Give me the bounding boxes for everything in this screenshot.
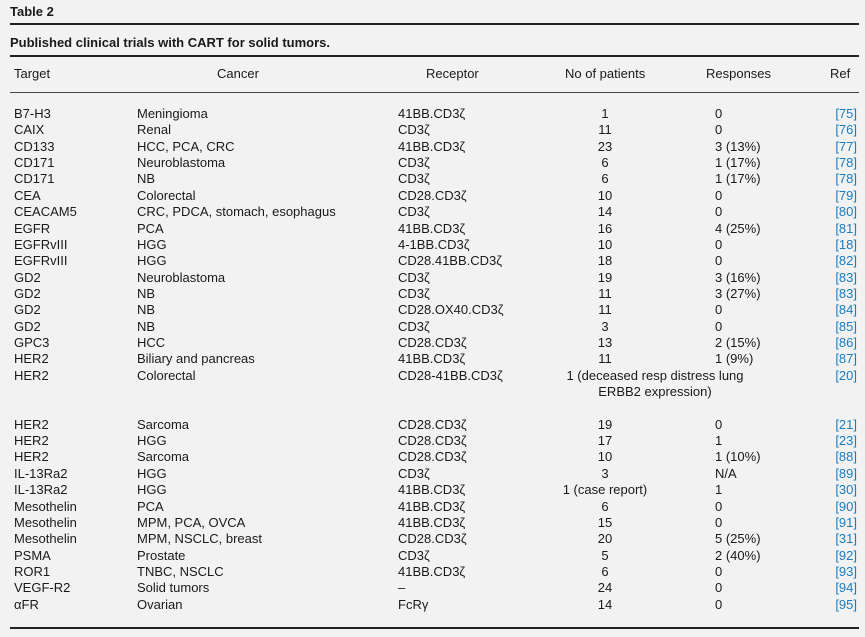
cell-responses: 0 [715,122,723,138]
cell-cancer: PCA [137,498,164,514]
cell-receptor: CD28.CD3ζ [398,433,467,449]
rule-header-bottom [10,92,859,93]
rule-bottom [10,627,859,629]
cell-receptor: 4-1BB.CD3ζ [398,236,470,252]
cell-patients: 3 [601,465,609,481]
cell-target: CD133 [14,138,55,154]
cell-target: EGFR [14,220,51,236]
cell-patients: 1 [601,106,609,121]
table-caption: Published clinical trials with CART for solid tumors. [10,35,330,50]
cell-patients: 3 [601,318,609,334]
cell-cancer: HGG [137,253,167,269]
cell-target: αFR [14,596,39,612]
cell-patients: 19 [597,269,613,285]
cell-receptor: CD28.CD3ζ [398,335,467,351]
cell-cancer: HCC, PCA, CRC [137,138,235,154]
cell-cancer: HGG [137,433,167,449]
cell-ref[interactable]: [90] [835,498,857,514]
cell-receptor: 41BB.CD3ζ [398,514,466,530]
cell-receptor: CD3ζ [398,155,430,171]
cell-receptor: CD3ζ [398,547,430,563]
table-row [10,515,859,531]
table-row [10,351,859,367]
cell-responses: 1 [715,482,723,498]
cell-cancer: HGG [137,236,167,252]
cell-ref[interactable]: [77] [835,138,857,154]
cell-receptor: 41BB.CD3ζ [398,563,466,579]
cell-receptor: CD28.CD3ζ [398,531,467,547]
table-row [10,319,859,335]
table-row [10,597,859,613]
table-row [10,335,859,351]
cell-receptor: – [398,580,406,596]
table-row [10,188,859,204]
rule-top [10,23,859,25]
header-responses: Responses [706,66,772,81]
cell-receptor: CD28.41BB.CD3ζ [398,253,502,269]
cell-ref[interactable]: [30] [835,482,857,498]
cell-responses: 3 (27%) [715,285,761,301]
cell-cancer: NB [137,302,156,318]
cell-target: IL-13Ra2 [14,465,68,481]
table-row [10,580,859,596]
cell-ref[interactable]: [79] [835,187,857,203]
cell-responses: 1 [715,433,723,449]
cell-responses: 1 (17%) [715,171,761,187]
cell-receptor: CD3ζ [398,122,430,138]
cell-responses: N/A [715,465,737,481]
cell-responses: 0 [715,498,723,514]
table-row [10,449,859,465]
cell-patients: 23 [597,138,613,154]
table-row [10,106,859,122]
cell-cancer: Meningioma [137,106,208,121]
cell-ref[interactable]: [78] [835,171,857,187]
cell-ref[interactable]: [83] [835,269,857,285]
cell-target: GPC3 [14,335,50,351]
cell-ref[interactable]: [89] [835,465,857,481]
cell-responses: 4 (25%) [715,220,761,236]
cell-patients: 11 [598,285,612,301]
cell-responses: 0 [715,514,723,530]
header-receptor: Receptor [426,66,479,81]
cell-ref[interactable]: [94] [835,580,857,596]
cell-patients: 24 [597,580,613,596]
cell-target: Mesothelin [14,514,77,530]
cell-patients: 17 [597,433,613,449]
cell-receptor: CD3ζ [398,285,430,301]
cell-ref[interactable]: [31] [835,531,857,547]
cell-cancer: Prostate [137,547,186,563]
cell-patients: 16 [597,220,613,236]
cell-responses: 5 (25%) [715,531,761,547]
cell-patients: 6 [601,563,609,579]
cell-ref[interactable]: [23] [835,433,857,449]
header-ref: Ref [830,66,851,81]
cell-receptor: CD3ζ [398,465,430,481]
cell-ref[interactable]: [80] [835,204,857,220]
cell-cancer: NB [137,285,156,301]
cell-ref[interactable]: [75] [835,106,857,121]
cell-cancer: NB [137,171,156,187]
cell-responses: 2 (40%) [715,547,761,563]
cell-target: CEA [14,187,41,203]
table-row [10,548,859,564]
table-label: Table 2 [10,4,54,19]
table-row [10,221,859,237]
cell-patients: 1 (deceased resp distress lung ERBB2 expression) [566,367,744,400]
cell-ref[interactable]: [81] [835,220,857,236]
cell-patients: 13 [597,335,613,351]
cell-receptor: 41BB.CD3ζ [398,106,466,121]
cell-cancer: Renal [137,122,171,138]
cell-target: PSMA [14,547,51,563]
cell-cancer: Colorectal [137,367,196,383]
cell-cancer: Solid tumors [137,580,210,596]
cell-cancer: HGG [137,482,167,498]
cell-cancer: HCC [137,335,166,351]
table-row [10,564,859,580]
table-row [10,237,859,253]
cell-patients: 10 [597,236,613,252]
table-row [10,171,859,187]
cell-target: CD171 [14,171,55,187]
cell-target: Mesothelin [14,498,77,514]
cell-receptor: CD28.CD3ζ [398,416,467,432]
cell-ref[interactable]: [92] [835,547,857,563]
cell-patients: 19 [597,416,613,432]
table-row [10,368,859,417]
cell-patients: 15 [597,514,613,530]
cell-target: CD171 [14,155,55,171]
table-row [10,466,859,482]
cell-target: IL-13Ra2 [14,482,68,498]
cell-cancer: Ovarian [137,596,183,612]
table-row [10,270,859,286]
cell-responses: 1 (9%) [715,351,754,367]
cell-responses: 0 [715,106,723,121]
cell-receptor: 41BB.CD3ζ [398,482,466,498]
cell-receptor: CD28-41BB.CD3ζ [398,367,503,383]
cell-receptor: CD3ζ [398,204,430,220]
cell-ref[interactable]: [21] [835,416,857,432]
table-row [10,302,859,318]
cell-target: HER2 [14,367,49,383]
cell-responses: 0 [715,253,723,269]
cell-responses: 0 [715,580,723,596]
table-row [10,253,859,269]
cell-receptor: 41BB.CD3ζ [398,351,466,367]
cell-cancer: NB [137,318,156,334]
cell-patients: 18 [597,253,613,269]
table-row [10,499,859,515]
cell-ref[interactable]: [88] [835,449,857,465]
cell-target: Mesothelin [14,531,77,547]
cell-ref[interactable]: [18] [835,236,857,252]
table-row [10,417,859,433]
cell-responses: 1 (17%) [715,155,761,171]
cell-receptor: CD28.CD3ζ [398,187,467,203]
cell-ref[interactable]: [83] [835,285,857,301]
header-patients: No of patients [565,66,646,81]
cell-cancer: Sarcoma [137,416,190,432]
cell-target: HER2 [14,433,49,449]
cell-responses: 0 [715,563,723,579]
header-cancer: Cancer [217,66,259,81]
cell-target: B7-H3 [14,106,51,121]
cell-receptor: 41BB.CD3ζ [398,220,466,236]
cell-responses: 0 [715,302,723,318]
table-row [10,531,859,547]
cell-patients: 10 [597,449,613,465]
cell-target: CEACAM5 [14,204,77,220]
cell-target: HER2 [14,416,49,432]
cell-patients: 11 [598,122,612,138]
cell-cancer: Colorectal [137,187,196,203]
table-row [10,286,859,302]
cell-patients: 5 [601,547,609,563]
cell-ref[interactable]: [84] [835,302,857,318]
cell-cancer: Sarcoma [137,449,190,465]
cell-responses: 0 [715,318,723,334]
cell-target: HER2 [14,449,49,465]
cell-cancer: CRC, PDCA, stomach, esophagus [137,204,336,220]
cell-cancer: PCA [137,220,164,236]
cell-responses: 0 [715,204,723,220]
cell-receptor: 41BB.CD3ζ [398,138,466,154]
table-row [10,155,859,171]
cell-patients: 11 [598,302,612,318]
cell-patients: 20 [597,531,613,547]
table-row [10,433,859,449]
cell-responses: 0 [715,236,723,252]
cell-target: GD2 [14,318,41,334]
cell-ref[interactable]: [78] [835,155,857,171]
cell-patients: 6 [601,155,609,171]
cell-receptor: CD3ζ [398,171,430,187]
cell-responses: 0 [715,187,723,203]
cell-patients: 10 [597,187,613,203]
cell-receptor: FcRγ [398,596,429,612]
cell-cancer: MPM, NSCLC, breast [137,531,262,547]
cell-receptor: 41BB.CD3ζ [398,498,466,514]
cell-ref[interactable]: [86] [835,335,857,351]
cell-patients: 1 (case report) [562,482,648,498]
cell-responses: 0 [715,416,723,432]
cell-target: HER2 [14,351,49,367]
cell-target: VEGF-R2 [14,580,71,596]
cell-receptor: CD28.CD3ζ [398,449,467,465]
rule-header-top [10,55,859,57]
cell-ref[interactable]: [82] [835,253,857,269]
cell-target: GD2 [14,302,41,318]
table-row [10,122,859,138]
cell-ref[interactable]: [76] [835,122,857,138]
cell-responses: 0 [715,596,723,612]
cell-responses: 3 (16%) [715,269,761,285]
table-body [10,106,859,613]
cell-target: GD2 [14,285,41,301]
cell-ref[interactable]: [85] [835,318,857,334]
cell-responses: 3 (13%) [715,138,761,154]
cell-target: EGFRvIII [14,236,68,252]
cell-cancer: Biliary and pancreas [137,351,255,367]
cell-ref[interactable]: [95] [835,596,857,612]
cell-target: ROR1 [14,563,51,579]
cell-patients: 6 [601,171,609,187]
header-target: Target [14,66,51,81]
cell-target: GD2 [14,269,41,285]
cell-receptor: CD3ζ [398,269,430,285]
cell-ref[interactable]: [93] [835,563,857,579]
cell-patients: 14 [597,204,613,220]
cell-patients: 11 [598,351,612,367]
cell-cancer: Neuroblastoma [137,155,226,171]
cell-cancer: HGG [137,465,167,481]
cell-ref[interactable]: [87] [835,351,857,367]
table-row [10,204,859,220]
table-page [10,0,859,637]
cell-receptor: CD28.OX40.CD3ζ [398,302,504,318]
cell-ref[interactable]: [91] [835,514,857,530]
cell-target: CAIX [14,122,45,138]
cell-cancer: Neuroblastoma [137,269,226,285]
cell-ref[interactable]: [20] [835,367,857,383]
table-row [10,139,859,155]
table-row [10,482,859,498]
cell-responses: 1 (10%) [715,449,761,465]
cell-cancer: TNBC, NSCLC [137,563,224,579]
cell-patients: 6 [601,498,609,514]
cell-patients: 14 [597,596,613,612]
cell-target: EGFRvIII [14,253,68,269]
cell-responses: 2 (15%) [715,335,761,351]
cell-receptor: CD3ζ [398,318,430,334]
cell-cancer: MPM, PCA, OVCA [137,514,246,530]
